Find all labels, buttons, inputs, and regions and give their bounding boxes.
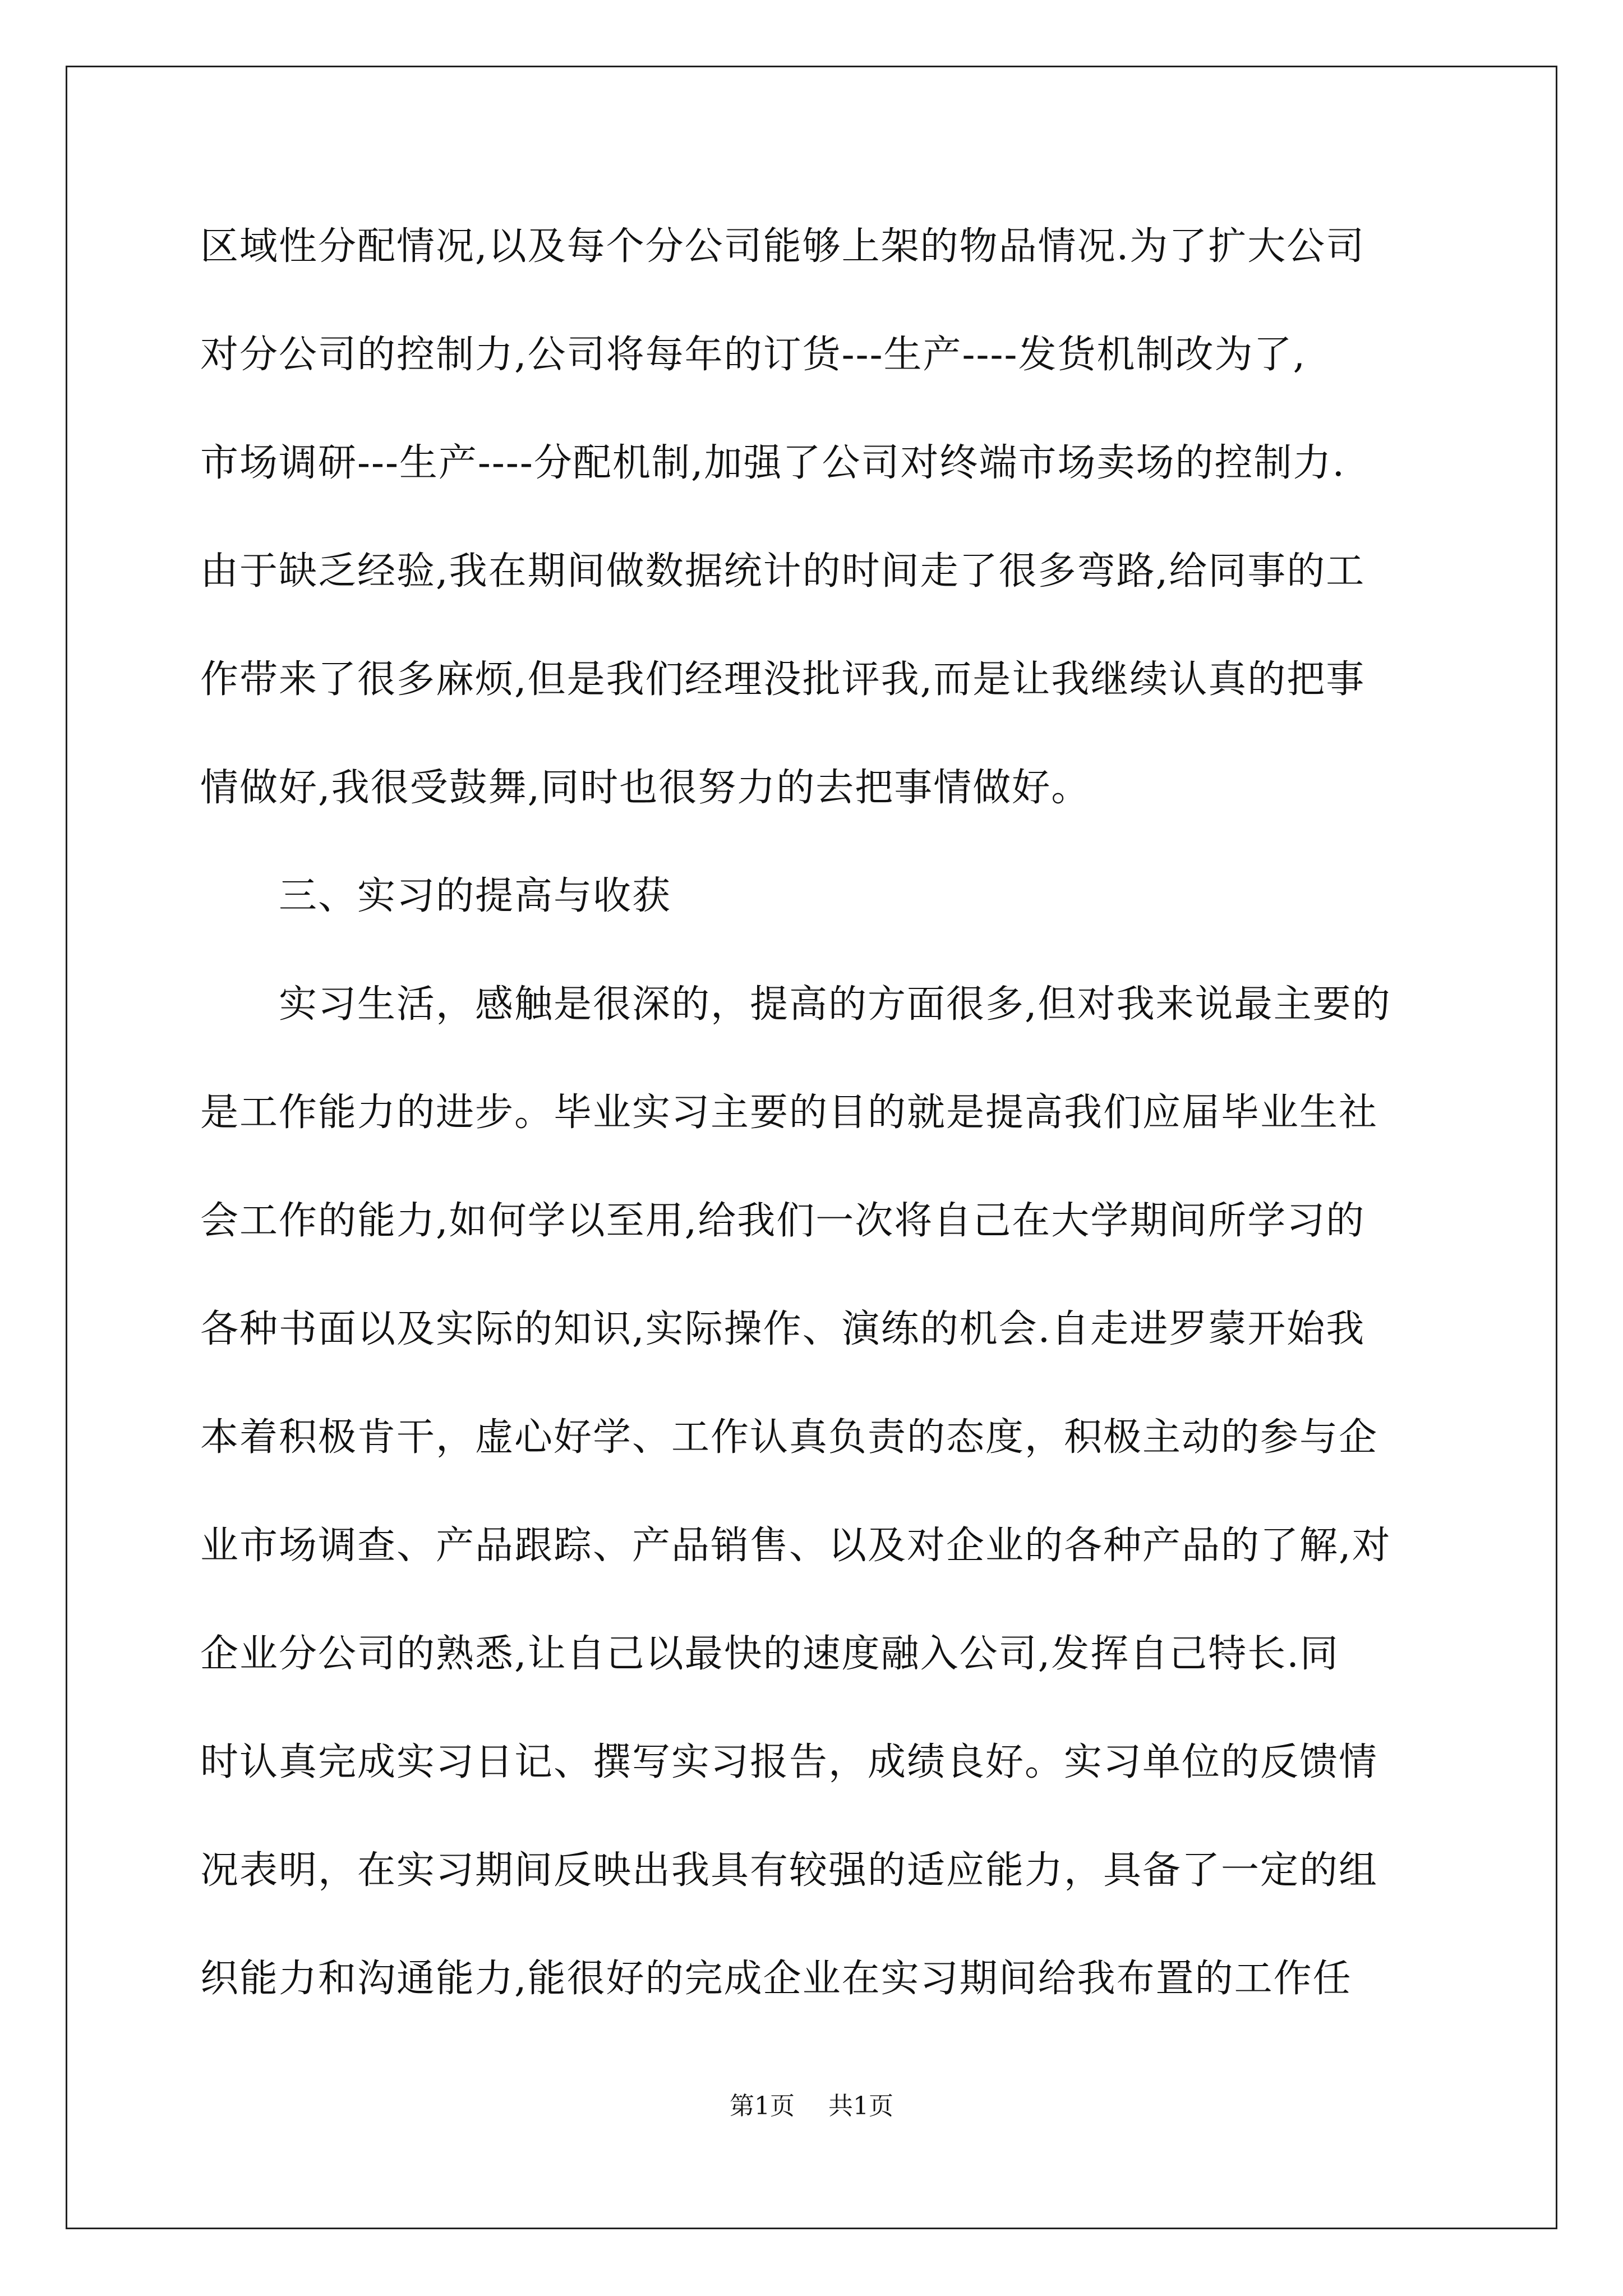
paragraph-line: 是工作能力的进步。毕业实习主要的目的就是提高我们应届毕业生社: [200, 1091, 1378, 1135]
paragraph-line: 情做好,我很受鼓舞,同时也很努力的去把事情做好。: [200, 766, 1091, 810]
paragraph-line: 实习生活，感触是很深的，提高的方面很多,但对我来说最主要的: [279, 982, 1391, 1027]
paragraph-line: 对分公司的控制力,公司将每年的订货---生产----发货机制改为了,: [200, 333, 1307, 377]
paragraph-line: 企业分公司的熟悉,让自己以最快的速度融入公司,发挥自己特长.同: [200, 1632, 1339, 1676]
paragraph-line: 由于缺乏经验,我在期间做数据统计的时间走了很多弯路,给同事的工: [200, 549, 1366, 593]
page-footer: [0, 2086, 1623, 2122]
paragraph-line: 各种书面以及实际的知识,实际操作、演练的机会.自走进罗蒙开始我: [200, 1307, 1366, 1351]
paragraph-line: 况表明，在实习期间反映出我具有较强的适应能力，具备了一定的组: [200, 1848, 1378, 1893]
paragraph-line: 织能力和沟通能力,能很好的完成企业在实习期间给我布置的工作任: [200, 1957, 1352, 2001]
paragraph-line: 作带来了很多麻烦,但是我们经理没批评我,而是让我继续认真的把事: [200, 657, 1366, 702]
page-total: 共1页: [828, 2092, 893, 2120]
section-heading: 三、实习的提高与收获: [279, 874, 672, 918]
paragraph-line: 本着积极肯干，虚心好学、工作认真负责的态度，积极主动的参与企: [200, 1415, 1378, 1460]
paragraph-line: 时认真完成实习日记、撰写实习报告，成绩良好。实习单位的反馈情: [200, 1740, 1378, 1784]
paragraph-line: 业市场调查、产品跟踪、产品销售、以及对企业的各种产品的了解,对: [200, 1524, 1391, 1568]
paragraph-line: 市场调研---生产----分配机制,加强了公司对终端市场卖场的控制力.: [200, 441, 1346, 485]
page-number: 第1页: [730, 2092, 795, 2120]
paragraph-line: 区域性分配情况,以及每个分公司能够上架的物品情况.为了扩大公司: [200, 224, 1366, 269]
document-body: [200, 192, 1445, 2033]
paragraph-line: 会工作的能力,如何学以至用,给我们一次将自己在大学期间所学习的: [200, 1199, 1366, 1243]
